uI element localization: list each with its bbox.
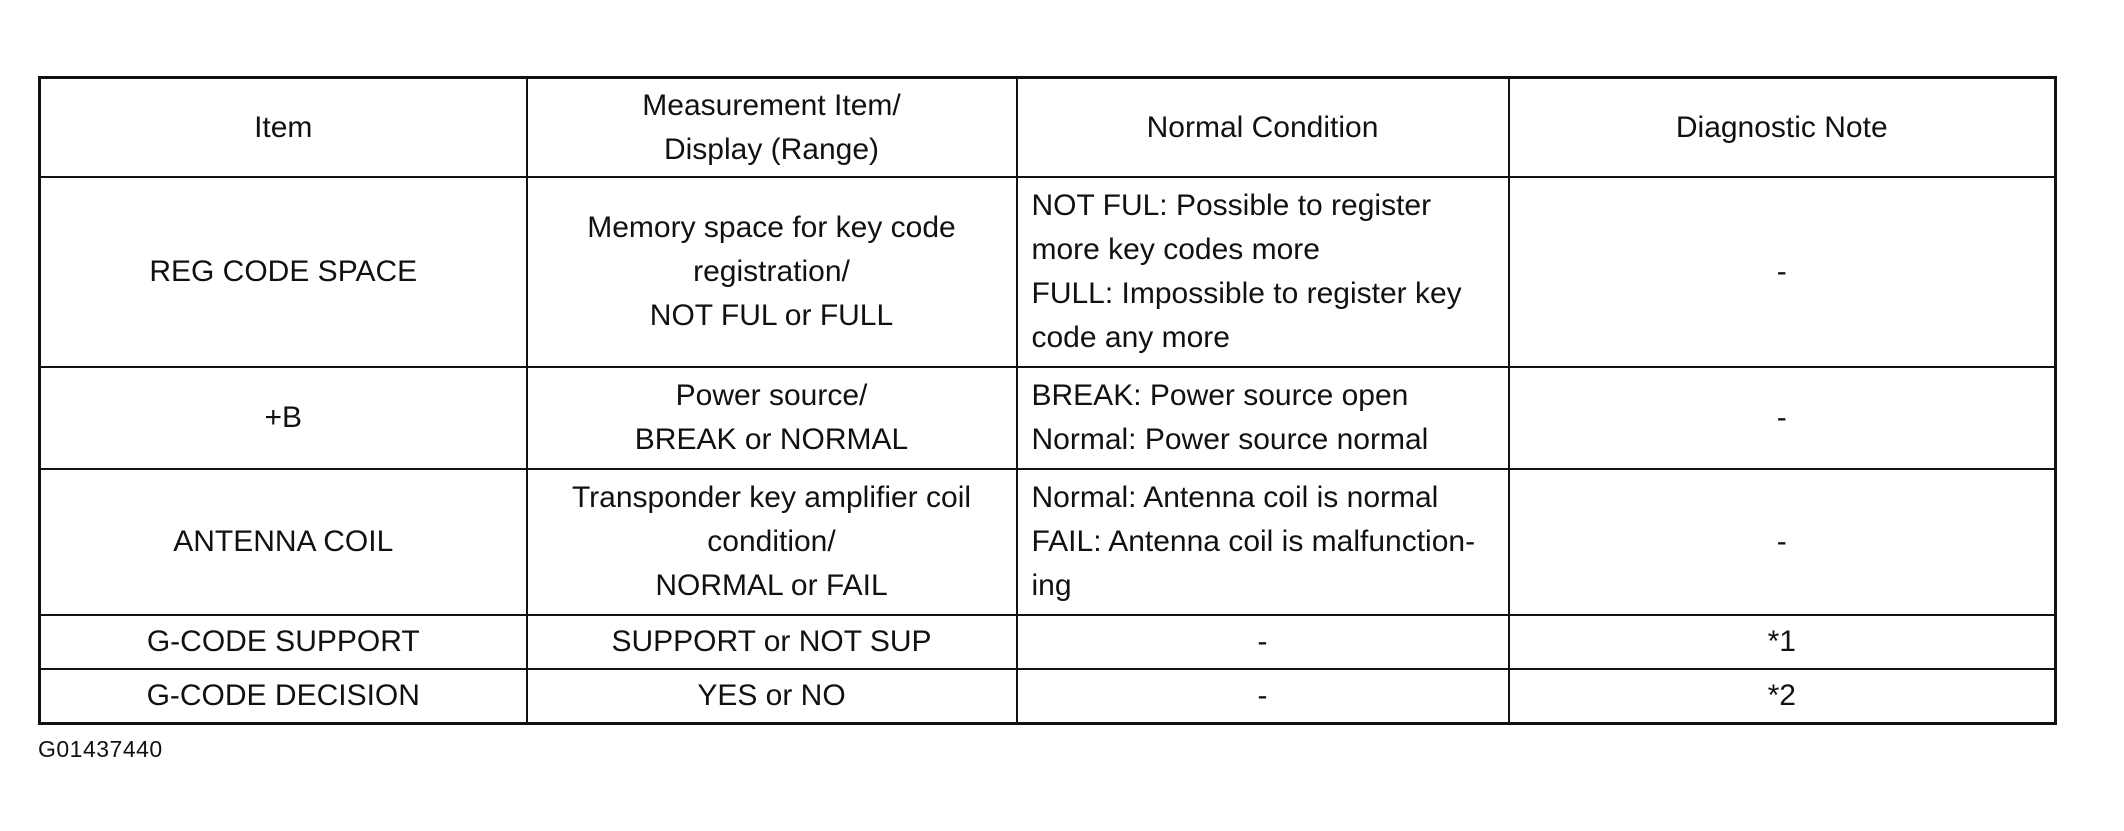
cell-line: NORMAL or FAIL	[655, 569, 888, 602]
table-row	[40, 669, 2056, 724]
table-row	[40, 367, 2056, 469]
header-measurement-line: Display (Range)	[663, 132, 880, 166]
cell-normal-condition	[1017, 367, 1509, 469]
data-table	[38, 76, 2057, 725]
cell-measurement	[527, 367, 1017, 469]
header-normal-condition: Normal Condition	[1017, 78, 1509, 178]
cell-normal-condition: -	[1017, 615, 1509, 669]
cell-line: Normal: Antenna coil is normal	[1031, 481, 1439, 514]
cell-line: Transponder key amplifier coil	[571, 481, 972, 514]
cell-line: NOT FUL or FULL	[649, 299, 894, 332]
cell-line: FULL: Impossible to register key	[1031, 277, 1462, 310]
cell-line: Power source/	[675, 379, 868, 412]
cell-item: G-CODE DECISION	[40, 669, 527, 724]
cell-line: BREAK: Power source open	[1031, 379, 1409, 412]
cell-diagnostic-note: *2	[1509, 669, 2056, 724]
figure-id: G01437440	[38, 736, 163, 762]
cell-line: FAIL: Antenna coil is malfunction-	[1031, 525, 1476, 558]
cell-item: ANTENNA COIL	[40, 469, 527, 615]
cell-line: NOT FUL: Possible to register	[1031, 189, 1432, 222]
cell-diagnostic-note: -	[1509, 367, 2056, 469]
cell-measurement: SUPPORT or NOT SUP	[527, 615, 1017, 669]
cell-item: REG CODE SPACE	[40, 177, 527, 367]
cell-item: G-CODE SUPPORT	[40, 615, 527, 669]
cell-line: BREAK or NORMAL	[634, 423, 909, 456]
header-diagnostic-note: Diagnostic Note	[1509, 78, 2056, 178]
header-measurement	[527, 78, 1017, 178]
cell-line: Normal: Power source normal	[1031, 423, 1429, 456]
cell-normal-condition: -	[1017, 669, 1509, 724]
cell-normal-condition	[1017, 177, 1509, 367]
cell-measurement	[527, 469, 1017, 615]
cell-item: +B	[40, 367, 527, 469]
header-measurement-line: Measurement Item/	[642, 88, 901, 122]
header-row	[40, 78, 2056, 178]
table-row	[40, 469, 2056, 615]
cell-normal-condition	[1017, 469, 1509, 615]
cell-line: more key codes more	[1031, 233, 1320, 266]
cell-measurement: YES or NO	[527, 669, 1017, 724]
cell-line: registration/	[693, 255, 850, 288]
cell-line: ing	[1031, 569, 1072, 602]
cell-line: code any more	[1031, 321, 1230, 354]
cell-diagnostic-note: -	[1509, 469, 2056, 615]
cell-measurement	[527, 177, 1017, 367]
table-row	[40, 615, 2056, 669]
cell-line: condition/	[707, 525, 836, 558]
table-container	[38, 76, 2054, 725]
cell-diagnostic-note: *1	[1509, 615, 2056, 669]
table-row	[40, 177, 2056, 367]
cell-line: Memory space for key code	[587, 211, 956, 244]
cell-diagnostic-note: -	[1509, 177, 2056, 367]
header-item: Item	[40, 78, 527, 178]
